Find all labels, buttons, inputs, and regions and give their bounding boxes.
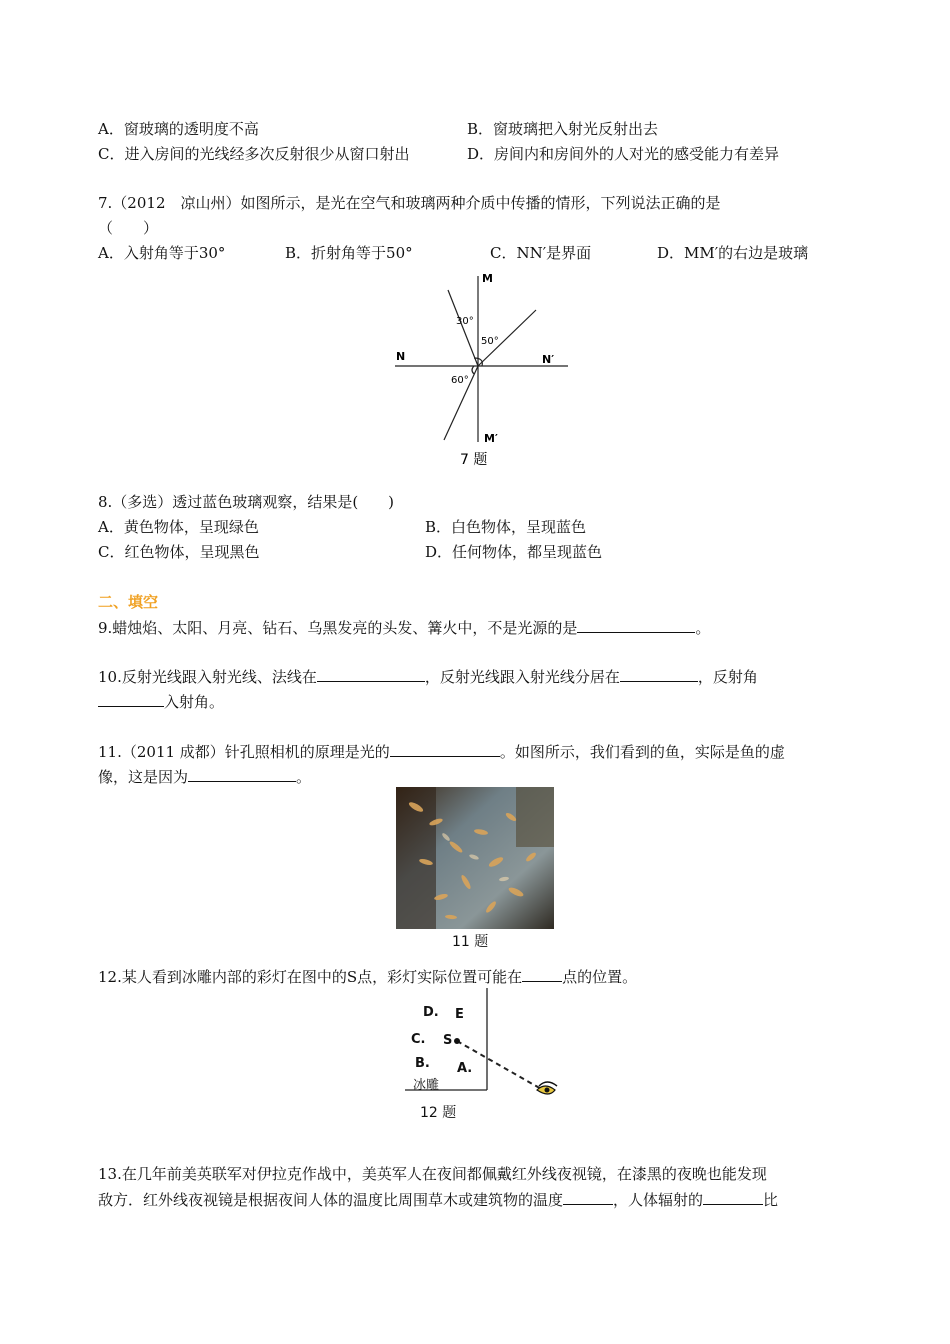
q11-mid: 。如图所示，我们看到的鱼，实际是鱼的虚 [499,743,785,761]
q9-pre: 9.蜡烛焰、太阳、月亮、钻石、乌黑发亮的头发、篝火中，不是光源的是 [98,619,578,637]
label-e: E [455,1007,464,1022]
label-d: D. [423,1005,439,1020]
q12-post: 点的位置。 [562,968,638,986]
q8-option-a: A．黄色物体，呈现绿色 [98,518,259,536]
q12-text [98,966,637,987]
fig12-caption: 12 题 [420,1105,457,1121]
q11-line2-pre: 像，这是因为 [98,768,189,786]
incident-ray [448,290,478,366]
label-angle-50: 50° [481,336,499,347]
label-n-prime: N′ [542,353,555,366]
label-b: B. [415,1056,430,1071]
q8-option-c: C．红色物体，呈现黑色 [98,543,260,561]
q13-line2-end: 比 [763,1191,779,1209]
point-s-dot [454,1038,460,1044]
label-n: N [396,350,406,363]
q6-option-d: D．房间内和房间外的人对光的感受能力有差异 [467,145,780,163]
q11-blank-1[interactable] [390,741,500,757]
q12-pre: 12.某人看到冰雕内部的彩灯在图中的S点，彩灯实际位置可能在 [98,968,523,986]
angle-mark-lower [472,366,474,374]
q13-line1: 13.在几年前美英联军对伊拉克作战中，美英军人在夜间都佩戴红外线夜视镜，在漆黑的夜晚也能发现 [98,1165,767,1183]
q9-post: 。 [695,619,711,637]
label-angle-30: 30° [456,316,474,327]
q7-paren: （ ） [98,219,159,237]
q10-blank-3[interactable] [98,691,164,707]
q11-blank-2[interactable] [188,766,296,782]
label-m-prime: M′ [484,432,498,445]
q6-option-a: A．窗玻璃的透明度不高 [98,120,259,138]
fig11-caption: 11 题 [452,934,489,950]
q11-line2-post: 。 [296,768,312,786]
q10-blank-1[interactable] [317,666,425,682]
eye-icon [537,1082,557,1094]
q11-line2 [98,766,311,787]
q10-pre: 10.反射光线跟入射光线、法线在 [98,668,317,686]
q10-end: ，反射角 [697,668,758,686]
q11-line1 [98,741,785,762]
q8-option-b: B．白色物体，呈现蓝色 [425,518,587,536]
q7-stem: 7.（2012 凉山州）如图所示，是光在空气和玻璃两种介质中传播的情形，下列说法正确的是 [98,194,721,212]
label-a: A. [457,1061,473,1076]
fig7-caption: 7 题 [460,452,488,468]
q10-line2-text: 入射角。 [164,693,225,711]
q11-fish-pond-photo [396,787,554,929]
q9-blank[interactable] [577,617,695,633]
q6-option-b: B．窗玻璃把入射光反射出去 [467,120,659,138]
q10-blank-2[interactable] [620,666,698,682]
q8-option-d: D．任何物体，都呈现蓝色 [425,543,603,561]
q13-line2-pre: 敌方．红外线夜视镜是根据夜间人体的温度比周围草木或建筑物的温度 [98,1191,564,1209]
q7-option-c: C．NN′是界面 [490,244,592,262]
q7-option-a: A．入射角等于30° [98,244,226,262]
label-angle-60: 60° [451,375,469,386]
q10-line1 [98,666,758,687]
label-ice: 冰雕 [413,1078,440,1093]
q13-blank-1[interactable] [563,1189,613,1205]
q12-ice-sculpture-figure [405,986,565,1116]
section-title-fill-in: 二、填空 [98,593,159,611]
q7-option-d: D．MM′的右边是玻璃 [657,244,809,262]
q12-blank[interactable] [522,966,562,982]
q8-stem: 8.（多选）透过蓝色玻璃观察，结果是( ) [98,493,395,511]
label-m: M [482,272,493,285]
q10-mid: ，反射光线跟入射光线分居在 [424,668,620,686]
q6-option-c: C．进入房间的光线经多次反射很少从窗口射出 [98,145,410,163]
q10-line2 [98,691,224,712]
label-s: S [443,1033,453,1048]
q11-pre: 11.（2011 成都）针孔照相机的原理是光的 [98,743,390,761]
q13-line2 [98,1189,778,1210]
q7-option-b: B．折射角等于50° [285,244,413,262]
q9-text [98,617,710,638]
q7-refraction-figure [390,266,570,472]
q13-blank-2[interactable] [703,1189,763,1205]
q13-line2-mid: ，人体辐射的 [613,1191,704,1209]
label-c: C. [411,1032,426,1047]
